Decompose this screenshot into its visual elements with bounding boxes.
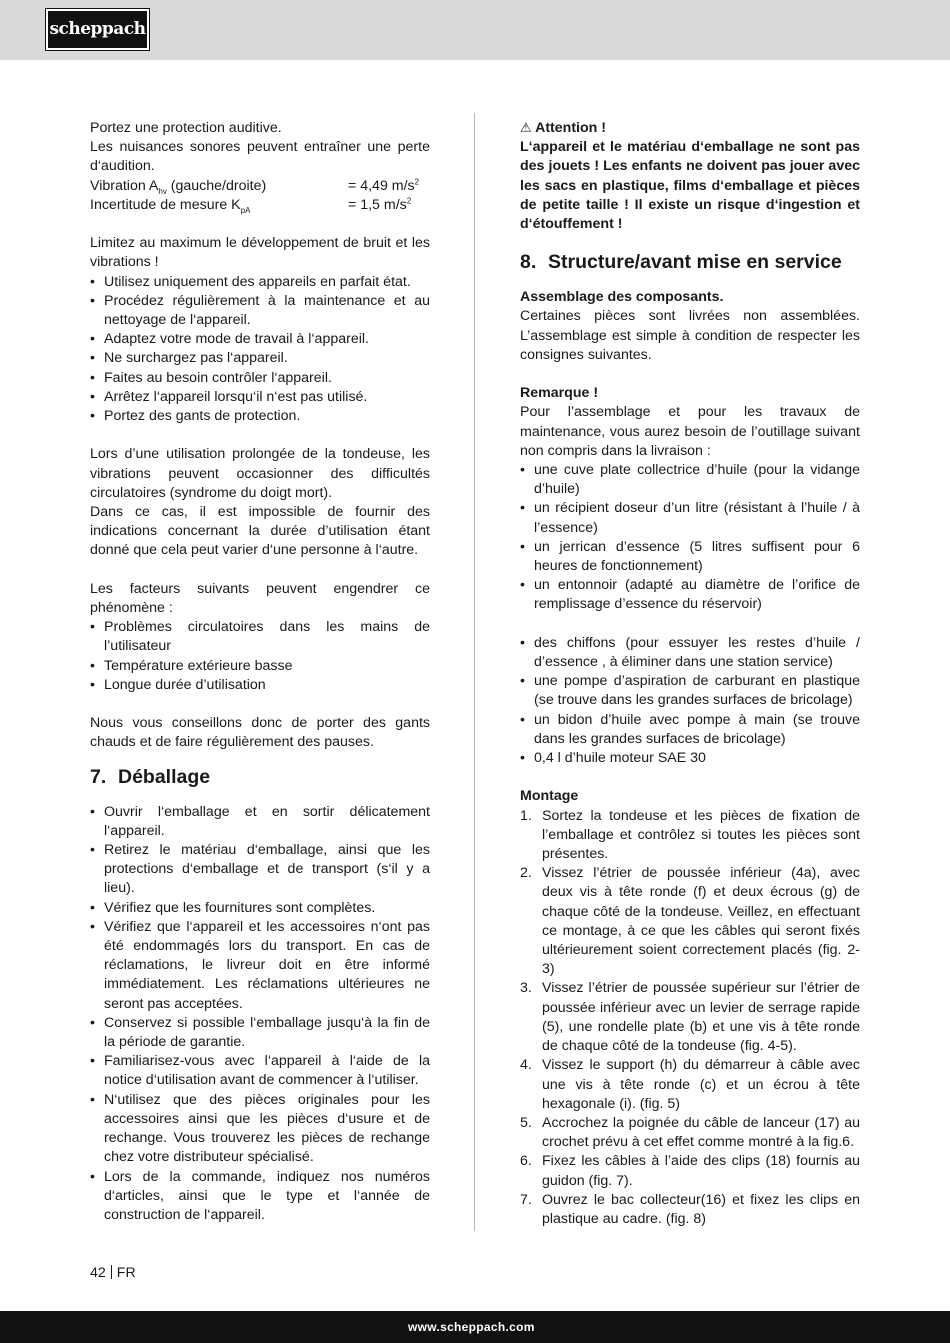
list-item: • Problèmes circulatoires dans les mains de l’utilisateur [90,618,430,656]
assembly-title: Assemblage des composants. [520,289,724,306]
vibration-row [90,177,430,196]
section-7-heading: 7. Déballage [90,765,211,788]
list-item: • Retirez le matériau d‘emballage, ainsi que les protections d‘emballage et de transport (s‘il y a lieu). [90,841,430,899]
brand-logo-text: scheppach [49,18,146,39]
list-item: • une pompe d’aspiration de carburant en plastique (se trouve dans les grandes surfaces de bricolage) [520,672,860,710]
list-item: • Conservez si possible l‘emballage jusqu‘à la fin de la période de garantie. [90,1014,430,1052]
list-item: 4. Vissez le support (h) du démarreur à câble avec une vis à tête ronde (c) et un écrou à tête hexagonale (i). (fig. 5) [520,1057,860,1112]
list-item: • un bidon d’huile avec pompe à main (se trouve dans les grandes surfaces de bricolage) [520,711,860,749]
montage-steps [520,807,860,1229]
montage-title: Montage [520,788,579,805]
factors-intro: Les facteurs suivants peuvent engendrer ce phénomène : [90,580,430,617]
website-link[interactable]: www.scheppach.com [408,1320,535,1334]
vibration-label: Vibration $A_{hv}$ (gauche/droite) [90,177,267,196]
page-number: 42 FR [90,1265,136,1281]
left-column [90,119,430,1225]
tools-list-b [520,634,860,768]
uncertainty-row [90,196,430,215]
remark-title: Remarque ! [520,385,599,402]
list-item: • Faites au besoin contrôler l‘appareil. [90,369,430,388]
limit-list [90,273,430,427]
remark-text: Pour l’assemblage et pour les travaux de maintenance, vous aurez besoin de l’outillage suivant non compris dans la livraison : [520,404,860,459]
list-item: • Familiarisez-vous avec l‘appareil à l‘aide de la notice d‘utilisation avant de commencer à l‘utiliser. [90,1052,430,1090]
list-item: 1. Sortez la tondeuse et les pièces de fixation de l’emballage et contrôlez si toutes les pièces sont présentes. [520,807,860,863]
uncertainty-label: Incertitude de mesure $K_{pA}$ [90,196,251,215]
right-column [520,119,860,1229]
list-item: • un jerrican d’essence (5 litres suffisent pour 6 heures de fonctionnement) [520,538,860,576]
list-item: • Utilisez uniquement des appareils en parfait état. [90,273,430,292]
list-item: • Portez des gants de protection. [90,407,430,426]
list-item: 7. Ouvrez le bac collecteur(16) et fixez les clips en plastique au cadre. (fig. 8) [520,1191,860,1227]
assembly-text: Certaines pièces sont livrées non assemblées. L’assemblage est simple à condition de respecter les consignes suivantes. [520,308,860,363]
page-separator [111,1265,112,1279]
column-divider [474,113,475,1231]
list-item: • Lors de la commande, indiquez nos numéros d‘articles, ainsi que le type et l‘année de construction de l‘appareil. [90,1168,430,1226]
list-item: 6. Fixez les câbles à l’aide des clips (18) fournis au guidon (fig. 7). [520,1153,860,1189]
warning-text: L‘appareil et le matériau d‘emballage ne sont pas des jouets ! Les enfants ne doivent pas jouer avec les sacs en plastique, films d‘emballage et pièces de petite taille ! Il existe un risque d‘ingestion et d‘étouffement ! [520,139,860,233]
list-item: • Ouvrir l‘emballage et en sortir délicatement l‘appareil. [90,803,430,841]
list-item: • Vérifiez que l‘appareil et les accessoires n‘ont pas été endommagés lors du transport. En cas de réclamations, le livreur doit en être informé immédiatement. Les réclamations ultérieures ne seront pas acceptées. [90,918,430,1014]
uncertainty-value: = 1,5 $m/s^2$ [348,196,412,213]
list-item: • Procédez régulièrement à la maintenance et au nettoyage de l‘appareil. [90,292,430,330]
list-item: • Ne surchargez pas l‘appareil. [90,349,430,368]
duration-text: Dans ce cas, il est impossible de fournir des indications concernant la durée d’utilisation étant donné que cela peut varier d‘une personne à l‘autre. [90,504,430,559]
list-item: • Adaptez votre mode de travail à l‘appareil. [90,330,430,349]
list-item: 2. Vissez l’étrier de poussée inférieur (4a), avec deux vis à tête ronde (f) et deux écrous (g) de chaque côté de la tondeuse. Veillez, en effectuant ce montage, à ce que les câbles qui seront fixés ultérieurement soient correctement placés (fig. 2-3) [520,865,860,978]
vibration-value: = 4,49 $m/s^2$ [348,176,420,194]
section-8-heading: 8. Structure/avant mise en service [520,251,842,274]
factors-list [90,618,430,695]
list-item: • 0,4 l d’huile moteur SAE 30 [520,749,860,768]
list-item: • Arrêtez l‘appareil lorsqu‘il n‘est pas utilisé. [90,388,430,407]
list-item: • N‘utilisez que des pièces originales pour les accessoires ainsi que les pièces d‘usure et de rechange. Vous trouverez les pièces de rechange chez votre distributeur spécialisé. [90,1091,430,1168]
list-item: 3. Vissez l’étrier de poussée supérieur sur l’étrier de poussée inférieur avec un levier de serrage rapide (5), une rondelle plate (b) et une vis à tête ronde de chaque côté de la tondeuse (fig. 4-5). [520,980,860,1055]
footer-bar [0,1311,950,1343]
warning-heading: ⚠ Attention ! [520,120,606,136]
list-item: • Température extérieure basse [90,657,430,676]
intro-line-1: Portez une protection auditive. [90,120,282,136]
warning-triangle-icon: ⚠ [520,121,532,136]
list-item: • un récipient doseur d’un litre (résistant à l’huile / à l’essence) [520,499,860,537]
brand-logo[interactable] [46,9,149,50]
limit-intro: Limitez au maximum le développement de bruit et les vibrations ! [90,235,430,271]
prolonged-use-text: Lors d’une utilisation prolongée de la tondeuse, les vibrations peuvent occasionner des difficultés circulatoires (syndrome du doigt mort). [90,446,430,501]
intro-line-2: Les nuisances sonores peuvent entraîner une perte d‘audition. [90,139,430,175]
list-item: • un entonnoir (adapté au diamètre de l’orifice de remplissage d’essence du réservoir) [520,576,860,614]
advice-text: Nous vous conseillons donc de porter des gants chauds et de faire régulièrement des pauses. [90,715,430,751]
list-item: 5. Accrochez la poignée du câble de lanceur (17) au crochet prévu à cet effet comme montré à la fig.6. [520,1114,860,1151]
list-item: • des chiffons (pour essuyer les restes d’huile / d’essence , à éliminer dans une station service) [520,634,860,672]
unpack-list [90,803,430,1225]
list-item: • Vérifiez que les fournitures sont complètes. [90,899,430,918]
list-item: • une cuve plate collectrice d’huile (pour la vidange d’huile) [520,461,860,499]
header-bar [0,0,950,60]
tools-list-a [520,461,860,615]
list-item: • Longue durée d’utilisation [90,676,430,695]
